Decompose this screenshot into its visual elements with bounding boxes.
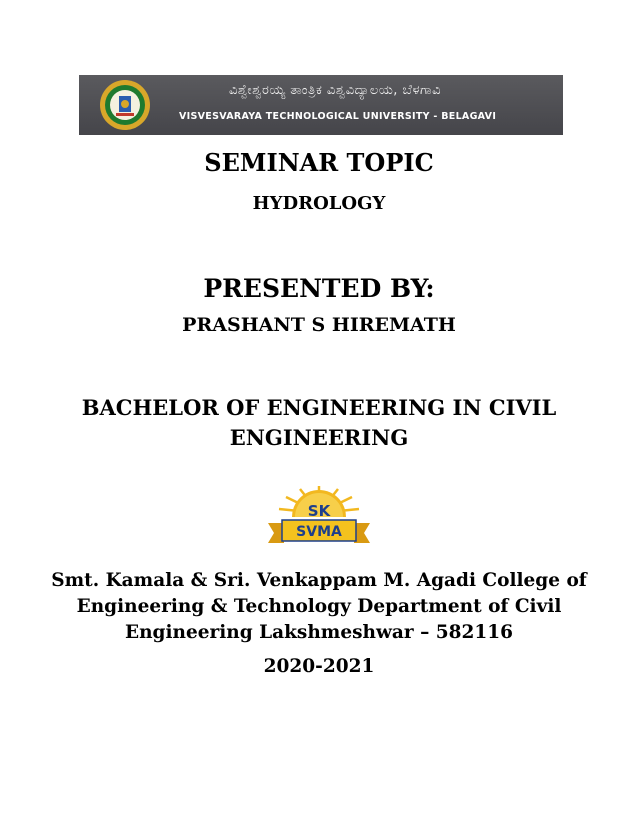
academic-year: 2020-2021 — [263, 656, 375, 677]
college-logo-top-text: SK — [307, 502, 331, 520]
university-seal-icon — [99, 79, 151, 131]
presented-by-label: PRESENTED BY: — [203, 274, 435, 303]
college-logo-icon — [262, 483, 376, 555]
banner-kannada-title: ವಿಶ್ವೇಶ್ವರಯ್ಯ ತಾಂತ್ರಿಕ ವಿಶ್ವವಿದ್ಯಾಲಯ, ಬೆಳಗಾವಿ — [229, 83, 442, 98]
degree-title: BACHELOR OF ENGINEERING IN CIVIL ENGINEERING — [81, 395, 557, 450]
college-name: Smt. Kamala & Sri. Venkappam M. Agadi College of Engineering & Technology Department of Civil Engineering Lakshmeshwar – 582116 — [51, 570, 587, 643]
seminar-topic: HYDROLOGY — [252, 193, 386, 214]
university-banner — [79, 75, 563, 135]
banner-english-title: VISVESVARAYA TECHNOLOGICAL UNIVERSITY - BELAGAVI — [179, 111, 497, 122]
presenter-name: PRASHANT S HIREMATH — [182, 314, 456, 336]
seminar-topic-label: SEMINAR TOPIC — [204, 148, 434, 177]
college-logo-ribbon-text: SVMA — [296, 524, 342, 540]
